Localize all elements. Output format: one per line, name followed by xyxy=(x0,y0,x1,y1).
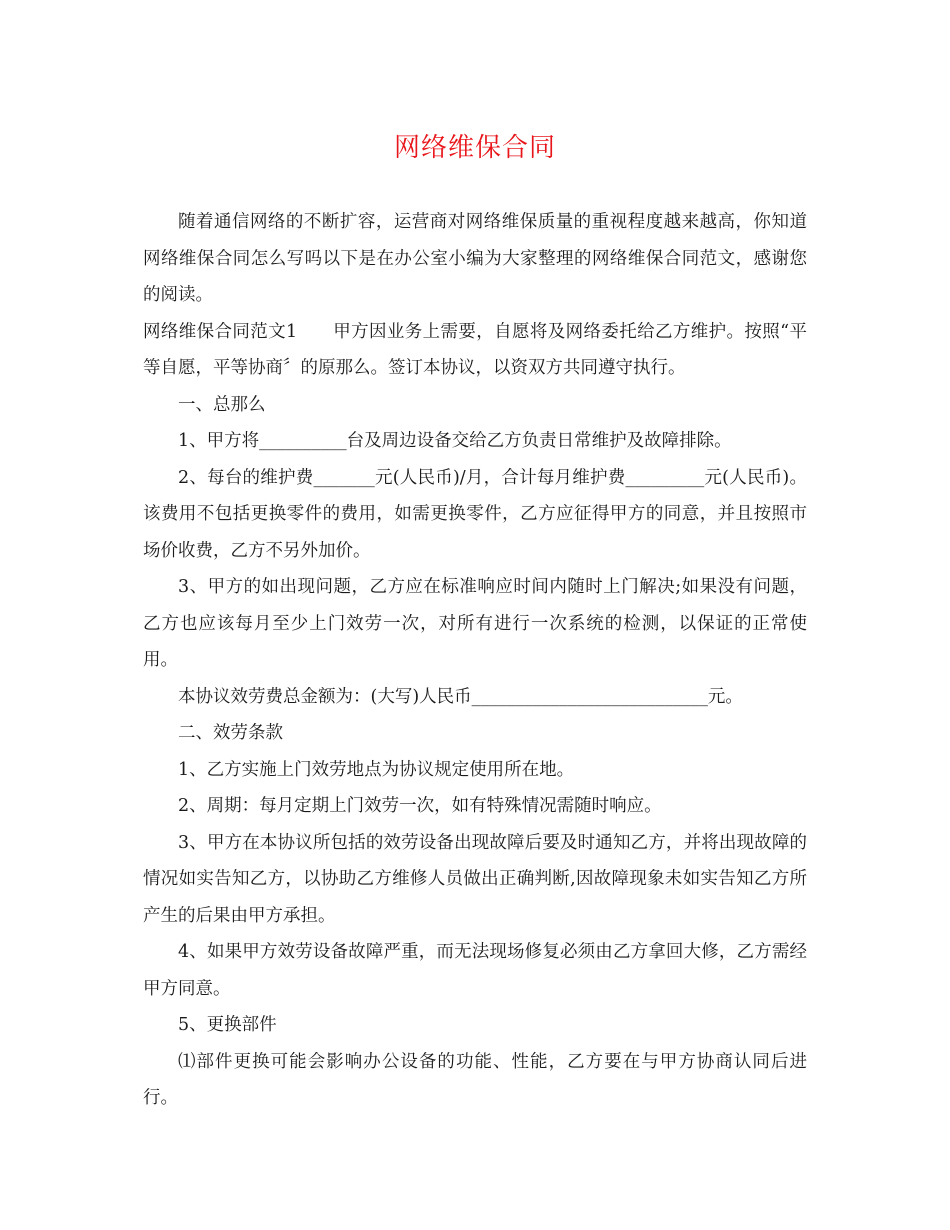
clause-general-1: 1、甲方将__________台及周边设备交给乙方负责日常维护及故障排除。 xyxy=(178,431,732,451)
clause-general-3: 3、甲方的如出现问题，乙方应在标准响应时间内随时上门解决;如果没有问题，乙方也应该每月至少上门效劳一次，对所有进行一次系统的检测，以保证的正常使用。 xyxy=(143,577,807,670)
clause-service-3: 3、甲方在本协议所包括的效劳设备出现故障后要及时通知乙方，并将出现故障的情况如实告知乙方，以协助乙方维修人员做出正确判断,因故障现象未如实告知乙方所产生的后果由甲方承担。 xyxy=(143,832,807,926)
section-heading-general: 一、总那么 xyxy=(178,394,266,415)
clause-service-4: 4、如果甲方效劳设备故障严重，而无法现场修复必须由乙方拿回大修，乙方需经甲方同意。 xyxy=(143,942,807,999)
document-body xyxy=(143,204,807,1117)
clause-service-2: 2、周期：每月定期上门效劳一次，如有特殊情况需随时响应。 xyxy=(178,796,662,816)
paragraph-intro: 随着通信网络的不断扩容，运营商对网络维保质量的重视程度越来越高，你知道网络维保合同怎么写吗以下是在办公室小编为大家整理的网络维保合同范文，感谢您的阅读。 xyxy=(143,212,807,305)
clause-total-amount: 本协议效劳费总金额为：(大写)人民币___________________________元。 xyxy=(178,686,743,707)
document-title: 网络维保合同 xyxy=(393,133,556,163)
clause-service-5-1: ⑴部件更换可能会影响办公设备的功能、性能，乙方要在与甲方协商认同后进行。 xyxy=(143,1051,807,1108)
paragraph-sample-heading: 网络维保合同范文1 甲方因业务上需要，自愿将及网络委托给乙方维护。按照“平等自愿，平等协商〞的原那么。签订本协议，以资双方共同遵守执行。 xyxy=(143,321,807,378)
section-heading-service: 二、效劳条款 xyxy=(178,723,283,743)
clause-service-1: 1、乙方实施上门效劳地点为协议规定使用所在地。 xyxy=(178,759,575,780)
clause-service-5: 5、更换部件 xyxy=(178,1015,277,1035)
clause-general-2: 2、每台的维护费_______元(人民币)/月，合计每月维护费_________元(人民币)。该费用不包括更换零件的费用，如需更换零件，乙方应征得甲方的同意，并且按照市场价收费，乙方不另外加价。 xyxy=(143,467,807,561)
